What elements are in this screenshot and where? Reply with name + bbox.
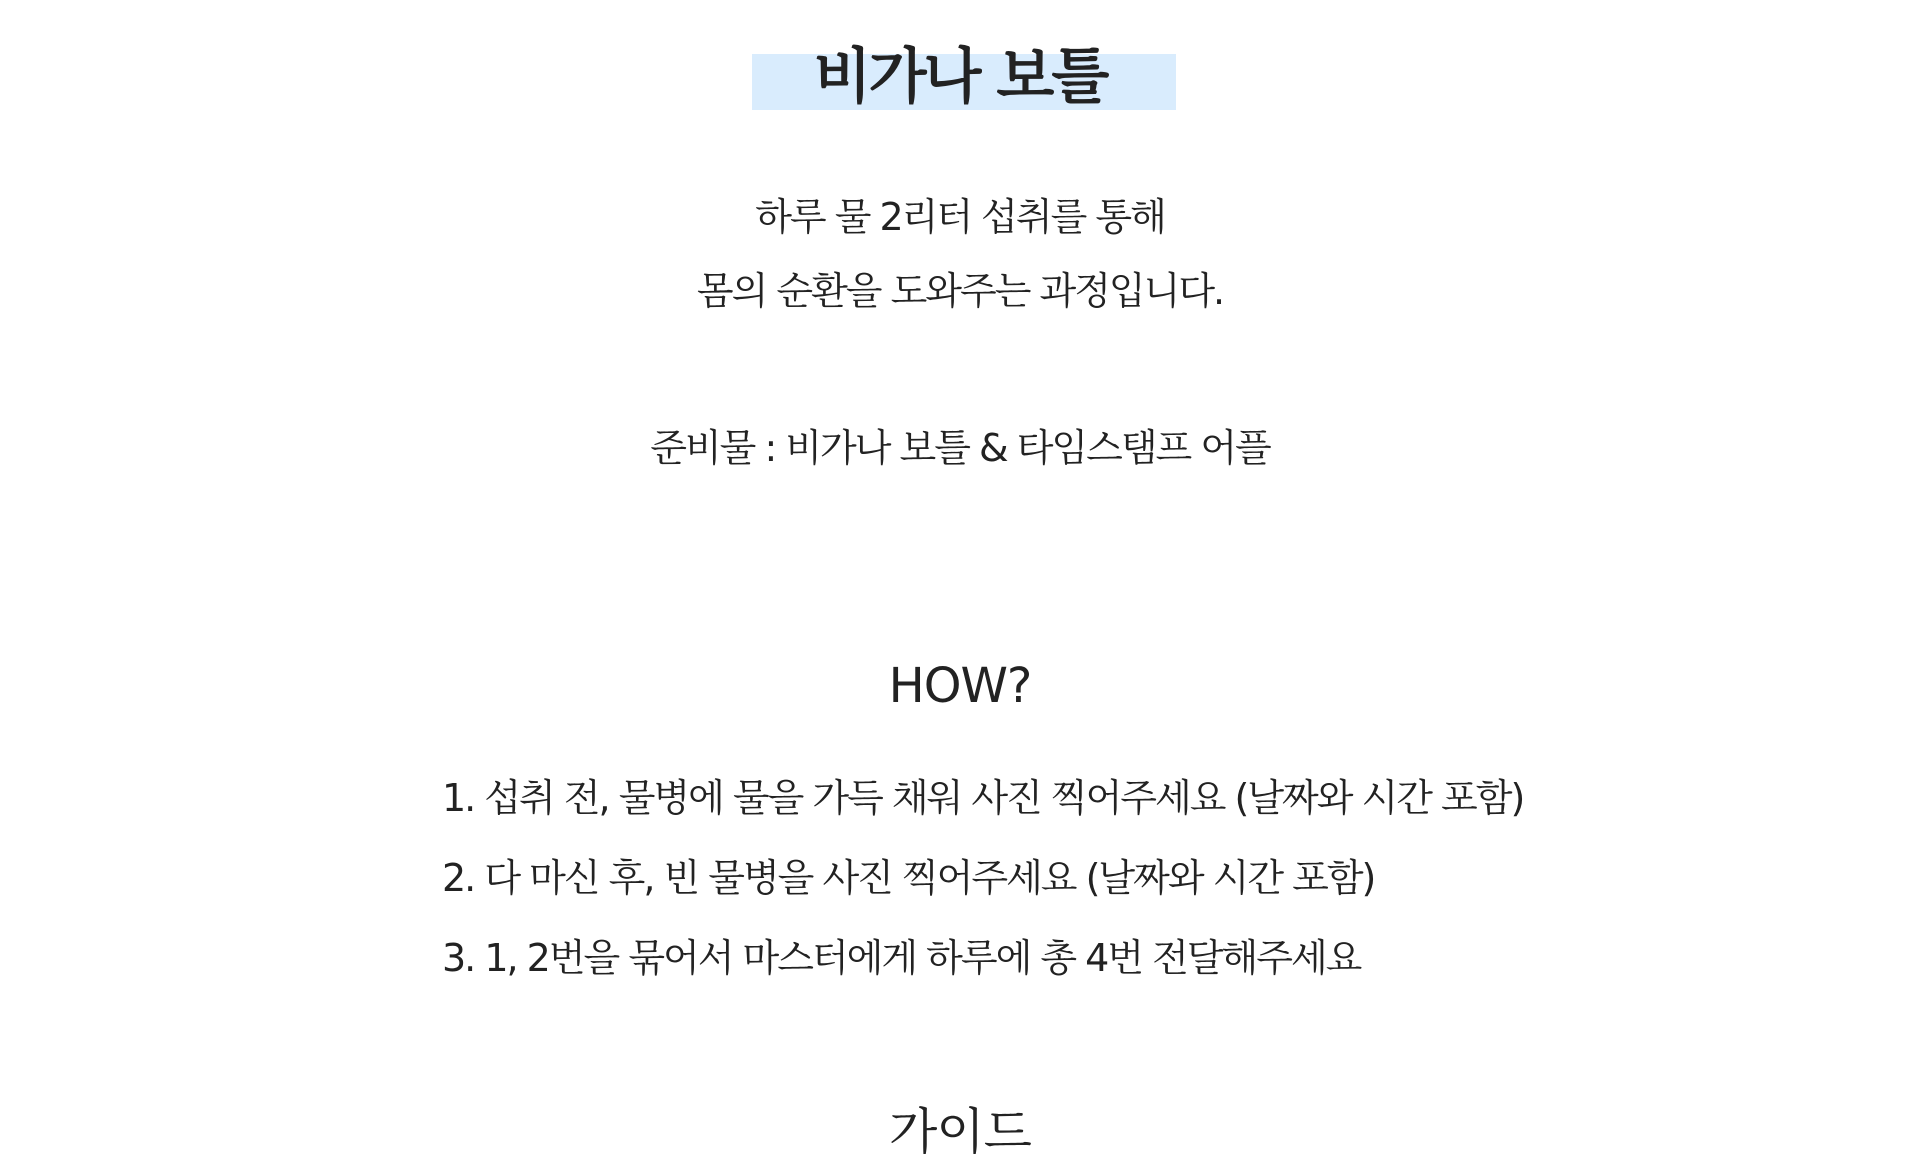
page-title: 비가나 보틀 — [813, 42, 1107, 112]
title-block — [0, 42, 1920, 112]
step-item-2: 2. 다 마신 후, 빈 물병을 사진 찍어주세요 (날짜와 시간 포함) — [442, 856, 1375, 900]
intro-line-1: 하루 물 2리터 섭취를 통해 — [755, 195, 1165, 239]
intro-line-2: 몸의 순환을 도와주는 과정입니다. — [696, 269, 1224, 313]
steps-list — [442, 758, 1542, 998]
how-heading: HOW? — [888, 658, 1032, 714]
step-item-3: 3. 1, 2번을 묶어서 마스터에게 하루에 총 4번 전달해주세요 — [442, 936, 1361, 980]
intro-text — [0, 180, 1920, 328]
step-item-1: 1. 섭취 전, 물병에 물을 가득 채워 사진 찍어주세요 (날짜와 시간 포함) — [442, 776, 1524, 820]
guide-heading: 가이드 — [889, 1103, 1031, 1154]
materials-text: 준비물 : 비가나 보틀 & 타임스탬프 어플 — [650, 426, 1270, 470]
